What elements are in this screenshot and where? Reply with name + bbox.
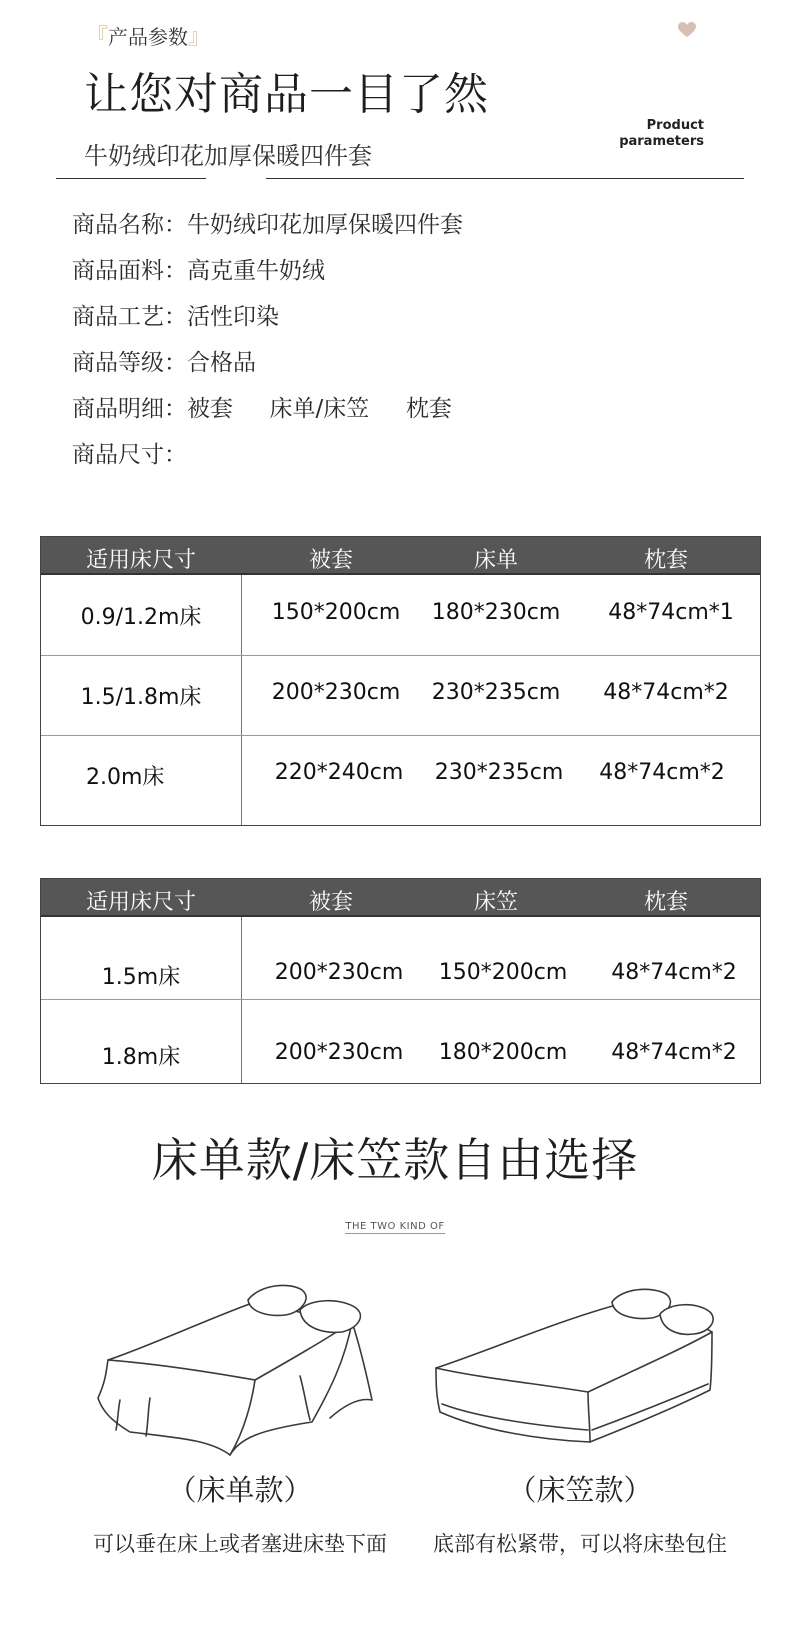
- header-pillowcase: 枕套: [643, 890, 688, 915]
- size-table-flat-sheet: [40, 536, 761, 826]
- spec-fabric: 商品面料：高克重牛奶绒: [72, 258, 325, 284]
- cell-pillowcase: 48*74cm*2: [603, 680, 729, 705]
- header-duvet: 被套: [308, 548, 353, 573]
- spec-items: 商品明细：被套 床单/床笠 枕套: [72, 396, 452, 422]
- header-bed-size: 适用床尺寸: [85, 890, 196, 915]
- table-header: [41, 537, 760, 575]
- cell-duvet: 200*230cm: [274, 1040, 404, 1065]
- cell-pillowcase: 48*74cm*2: [611, 960, 737, 985]
- english-caption: [0, 1221, 790, 1232]
- cell-bed-size: 1.8m床: [101, 1045, 181, 1070]
- size-table-fitted-sheet: [40, 878, 761, 1084]
- cell-bed-size: 0.9/1.2m床: [80, 605, 202, 630]
- header-pillowcase: 枕套: [643, 548, 688, 573]
- bracket-close-icon: 』: [188, 25, 211, 50]
- section-tag: [86, 20, 210, 51]
- divider-left: [56, 178, 206, 179]
- fitted-sheet-description: 底部有松紧带，可以将床垫包住: [433, 1532, 727, 1556]
- cell-duvet: 200*230cm: [271, 680, 401, 705]
- row-divider: [41, 735, 760, 736]
- english-caption-text: THE TWO KIND OF: [345, 1221, 445, 1232]
- cell-duvet: 220*240cm: [274, 760, 404, 785]
- fitted-sheet-illustration: [430, 1280, 720, 1450]
- fitted-sheet-label: （床笠款）: [507, 1473, 653, 1507]
- cell-duvet: 150*200cm: [271, 600, 401, 625]
- row-divider: [41, 655, 760, 656]
- header-duvet: 被套: [308, 890, 353, 915]
- spec-size: 商品尺寸：: [72, 442, 187, 468]
- column-divider: [241, 917, 242, 1083]
- bracket-open-icon: 『: [86, 25, 109, 50]
- cell-bed-size: 1.5/1.8m床: [80, 685, 202, 710]
- cell-bed-size: 2.0m床: [86, 765, 165, 790]
- page-title: 让您对商品一目了然: [84, 69, 489, 120]
- cell-sheet: 230*235cm: [431, 680, 561, 705]
- flat-sheet-illustration: [90, 1280, 390, 1460]
- cell-fitted-sheet: 180*200cm: [438, 1040, 568, 1065]
- choice-title: 床单款/床笠款自由选择: [151, 1133, 639, 1187]
- cell-duvet: 200*230cm: [274, 960, 404, 985]
- cell-pillowcase: 48*74cm*2: [599, 760, 725, 785]
- divider-right: [266, 178, 744, 179]
- product-subtitle: 牛奶绒印花加厚保暖四件套: [84, 142, 372, 170]
- cell-fitted-sheet: 150*200cm: [438, 960, 568, 985]
- column-divider: [241, 575, 242, 825]
- section-tag-label: 产品参数: [108, 25, 189, 49]
- header-sheet: 床单: [473, 548, 518, 573]
- header-fitted-sheet: 床笠: [473, 890, 518, 915]
- flat-sheet-description: 可以垂在床上或者塞进床垫下面: [93, 1532, 387, 1556]
- spec-craft: 商品工艺：活性印染: [72, 304, 279, 330]
- english-caption-line2: parameters: [619, 134, 704, 149]
- cell-pillowcase: 48*74cm*2: [611, 1040, 737, 1065]
- header-bed-size: 适用床尺寸: [85, 548, 196, 573]
- table-header: [41, 879, 760, 917]
- english-caption-line1: Product: [646, 118, 704, 133]
- spec-name: 商品名称：牛奶绒印花加厚保暖四件套: [72, 212, 463, 238]
- cell-bed-size: 1.5m床: [101, 965, 181, 990]
- spec-grade: 商品等级：合格品: [72, 350, 256, 376]
- row-divider: [41, 999, 760, 1000]
- cell-pillowcase: 48*74cm*1: [608, 600, 734, 625]
- flat-sheet-label: （床单款）: [167, 1473, 313, 1507]
- cell-sheet: 180*230cm: [431, 600, 561, 625]
- heart-icon: [678, 22, 696, 38]
- cell-sheet: 230*235cm: [434, 760, 564, 785]
